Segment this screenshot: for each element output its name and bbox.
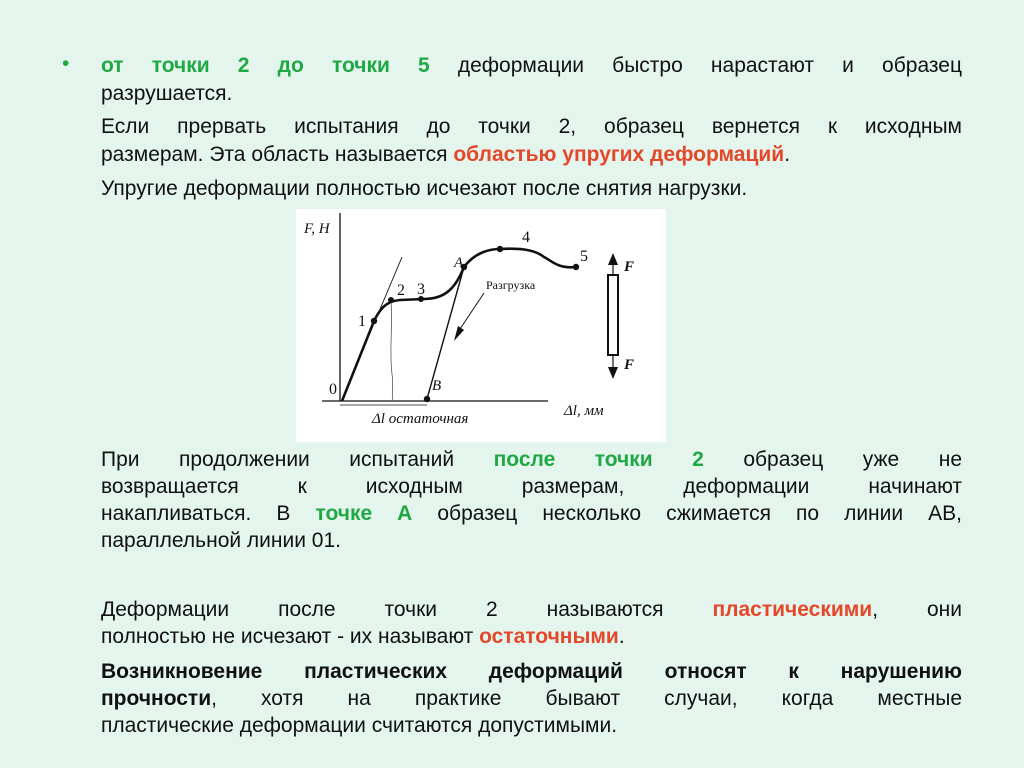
point-5	[573, 264, 579, 270]
para5-line-3: пластические деформации считаются допустимыми.	[101, 714, 618, 737]
bullet-line-2: разрушается.	[101, 82, 233, 105]
bullet-text: деформации быстро нарастают и образец	[429, 54, 962, 77]
point-4	[497, 246, 503, 252]
unload-arrow-head	[454, 326, 464, 341]
para1-line-1: Если прервать испытания до точки 2, образец вернется к исходным	[101, 115, 962, 138]
residual-marker-line	[391, 301, 393, 400]
specimen-rod	[608, 275, 618, 355]
label-unload: Разгрузка	[486, 278, 536, 292]
force-label-top: F	[624, 259, 635, 275]
para3-line-3	[101, 500, 962, 527]
para3-text-b: образец уже не	[703, 448, 962, 471]
force-label-bottom: F	[624, 357, 635, 373]
point-B	[424, 396, 430, 402]
para4-text-b: , они	[872, 598, 962, 621]
para3-text-d: образец несколько сжимается по линии АВ,	[412, 502, 962, 525]
label-B: B	[432, 378, 442, 394]
para3-line-2: возвращается к исходным размерам, деформации начинают	[101, 475, 962, 498]
para3-text-c: накапливаться. В	[101, 502, 316, 525]
diagram-svg	[296, 209, 666, 442]
deformation-curve	[342, 249, 576, 401]
para4-text-c: полностью не исчезают - их называют	[101, 625, 480, 648]
para1-line-2	[101, 141, 790, 168]
bold-strength: прочности	[101, 687, 212, 710]
force-arrow-bottom	[608, 367, 618, 379]
force-arrow-top	[608, 253, 618, 265]
point-2	[388, 297, 394, 303]
para3-line-1	[101, 446, 962, 473]
point-1	[371, 318, 377, 324]
para3-line-4: параллельной линии 01.	[101, 529, 342, 552]
para4-text-d: .	[618, 625, 625, 648]
para1-period: .	[784, 143, 791, 166]
para4-text-a: Деформации после точки 2 называются	[101, 598, 713, 621]
highlight-points-2-5: от точки 2 до точки 5	[101, 54, 430, 77]
bullet-line-1	[101, 52, 962, 79]
label-residual: Δl остаточная	[372, 411, 469, 427]
highlight-plastic: пластическими	[712, 598, 873, 621]
para5-line-2	[101, 685, 962, 712]
label-A: A	[454, 255, 464, 271]
label-3: 3	[417, 281, 425, 298]
x-axis-label: Δl, мм	[564, 403, 604, 419]
unload-arrow	[460, 293, 484, 329]
para2-text: Упругие деформации полностью исчезают после снятия нагрузки.	[101, 177, 748, 200]
para4-line-2	[101, 623, 625, 650]
bullet-marker: •	[62, 52, 70, 75]
highlight-after-point-2: после точки 2	[493, 448, 704, 471]
label-2: 2	[397, 282, 405, 299]
highlight-residual: остаточными	[479, 625, 619, 648]
highlight-point-A: точке А	[315, 502, 413, 525]
para5-text: , хотя на практике бывают случаи, когда местные	[211, 687, 962, 710]
highlight-elastic-region: областью упругих деформаций	[453, 143, 785, 166]
para1-text: размерам. Эта область называется	[101, 143, 454, 166]
label-5: 5	[580, 248, 588, 265]
label-1: 1	[358, 313, 366, 330]
para5-line-1: Возникновение пластических деформаций относят к нарушению	[101, 660, 962, 683]
y-axis-label: F, Н	[304, 221, 330, 237]
label-4: 4	[522, 229, 530, 246]
stress-strain-diagram	[296, 209, 666, 442]
para3-text-a: При продолжении испытаний	[101, 448, 494, 471]
para4-line-1	[101, 596, 962, 623]
label-0: 0	[329, 381, 337, 398]
